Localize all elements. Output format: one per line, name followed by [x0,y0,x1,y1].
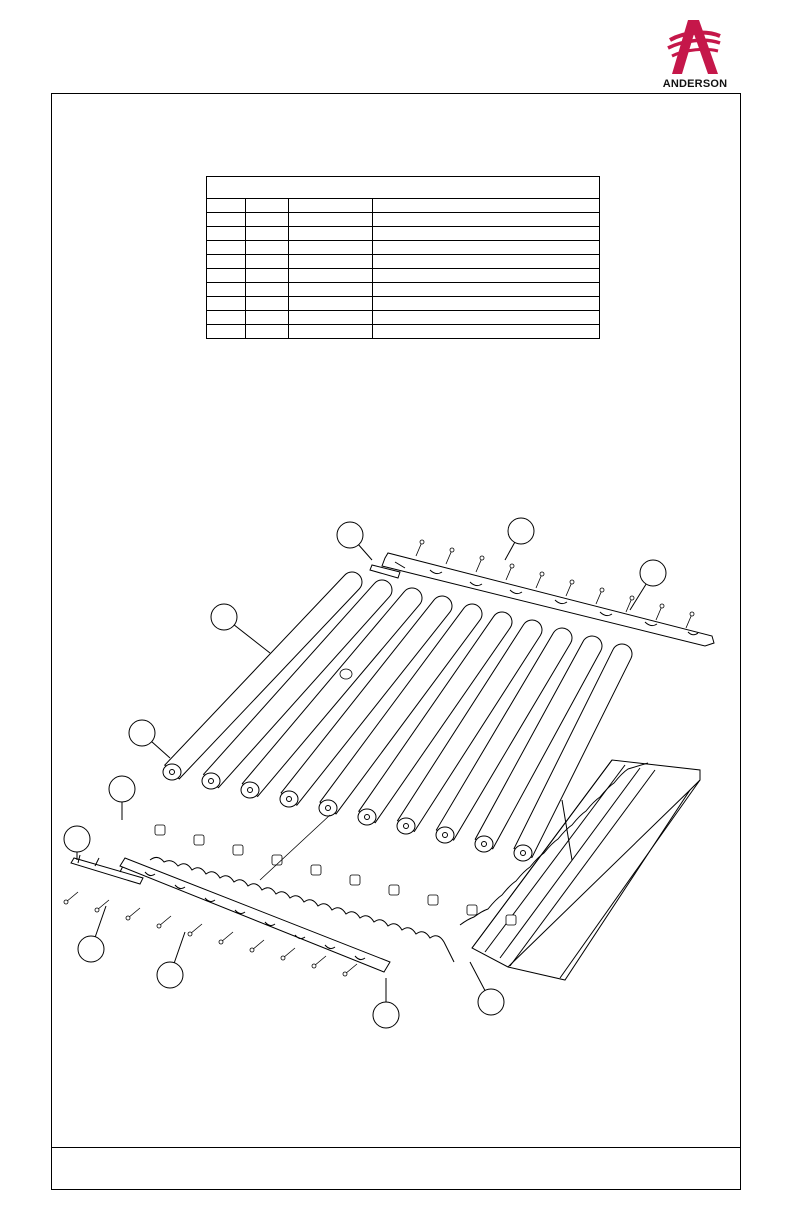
rail-bolt-head [157,924,161,928]
item-balloon [508,518,534,544]
roller-axle [248,788,253,793]
rail-bolt-head [630,596,634,600]
side-rail-bottom-left [120,858,390,972]
roller-axle [365,815,370,820]
bearing-nut [467,905,477,915]
rail-bolt-head [281,956,285,960]
rail-bolt-head [480,556,484,560]
rail-bolt-head [95,908,99,912]
rail-bolt-head [510,564,514,568]
wave-rail-front [150,857,454,962]
bearing-nut [233,845,243,855]
bearing-nut [272,855,282,865]
roller-axle [170,770,175,775]
bearing-nut [155,825,165,835]
bearing-nut [428,895,438,905]
roller-axle [326,806,331,811]
rail-bolt-head [450,548,454,552]
item-balloon [78,936,104,962]
rail-bolt-head [188,932,192,936]
roller-axle [443,833,448,838]
roller-axle [209,779,214,784]
roller-axle [287,797,292,802]
item-balloon [129,720,155,746]
item-balloon [64,826,90,852]
rail-bolt-head [219,940,223,944]
roller-axle [521,851,526,856]
rail-bolt-head [570,580,574,584]
rail-bolt-head [250,948,254,952]
item-balloon [640,560,666,586]
roller-axle [404,824,409,829]
bearing-nut [389,885,399,895]
rail-bolt-head [64,900,68,904]
item-balloon [109,776,135,802]
item-balloon [157,962,183,988]
rail-bolt-head [420,540,424,544]
bearing-nut [194,835,204,845]
bearing-nut [506,915,516,925]
rail-bolt-head [600,588,604,592]
bearing-nut [311,865,321,875]
sleeve-bushing [340,669,352,679]
rail-bolt-head [126,916,130,920]
bearing-nut [350,875,360,885]
item-balloon [373,1002,399,1028]
rail-bolt-head [690,612,694,616]
rail-bolt-head [660,604,664,608]
item-balloon [337,522,363,548]
item-balloon [478,989,504,1015]
rail-bolt-head [540,572,544,576]
item-balloon [211,604,237,630]
roller-axle [482,842,487,847]
rail-bolt-head [312,964,316,968]
brand-name: ANDERSON [662,78,728,90]
rail-bolt-head [343,972,347,976]
